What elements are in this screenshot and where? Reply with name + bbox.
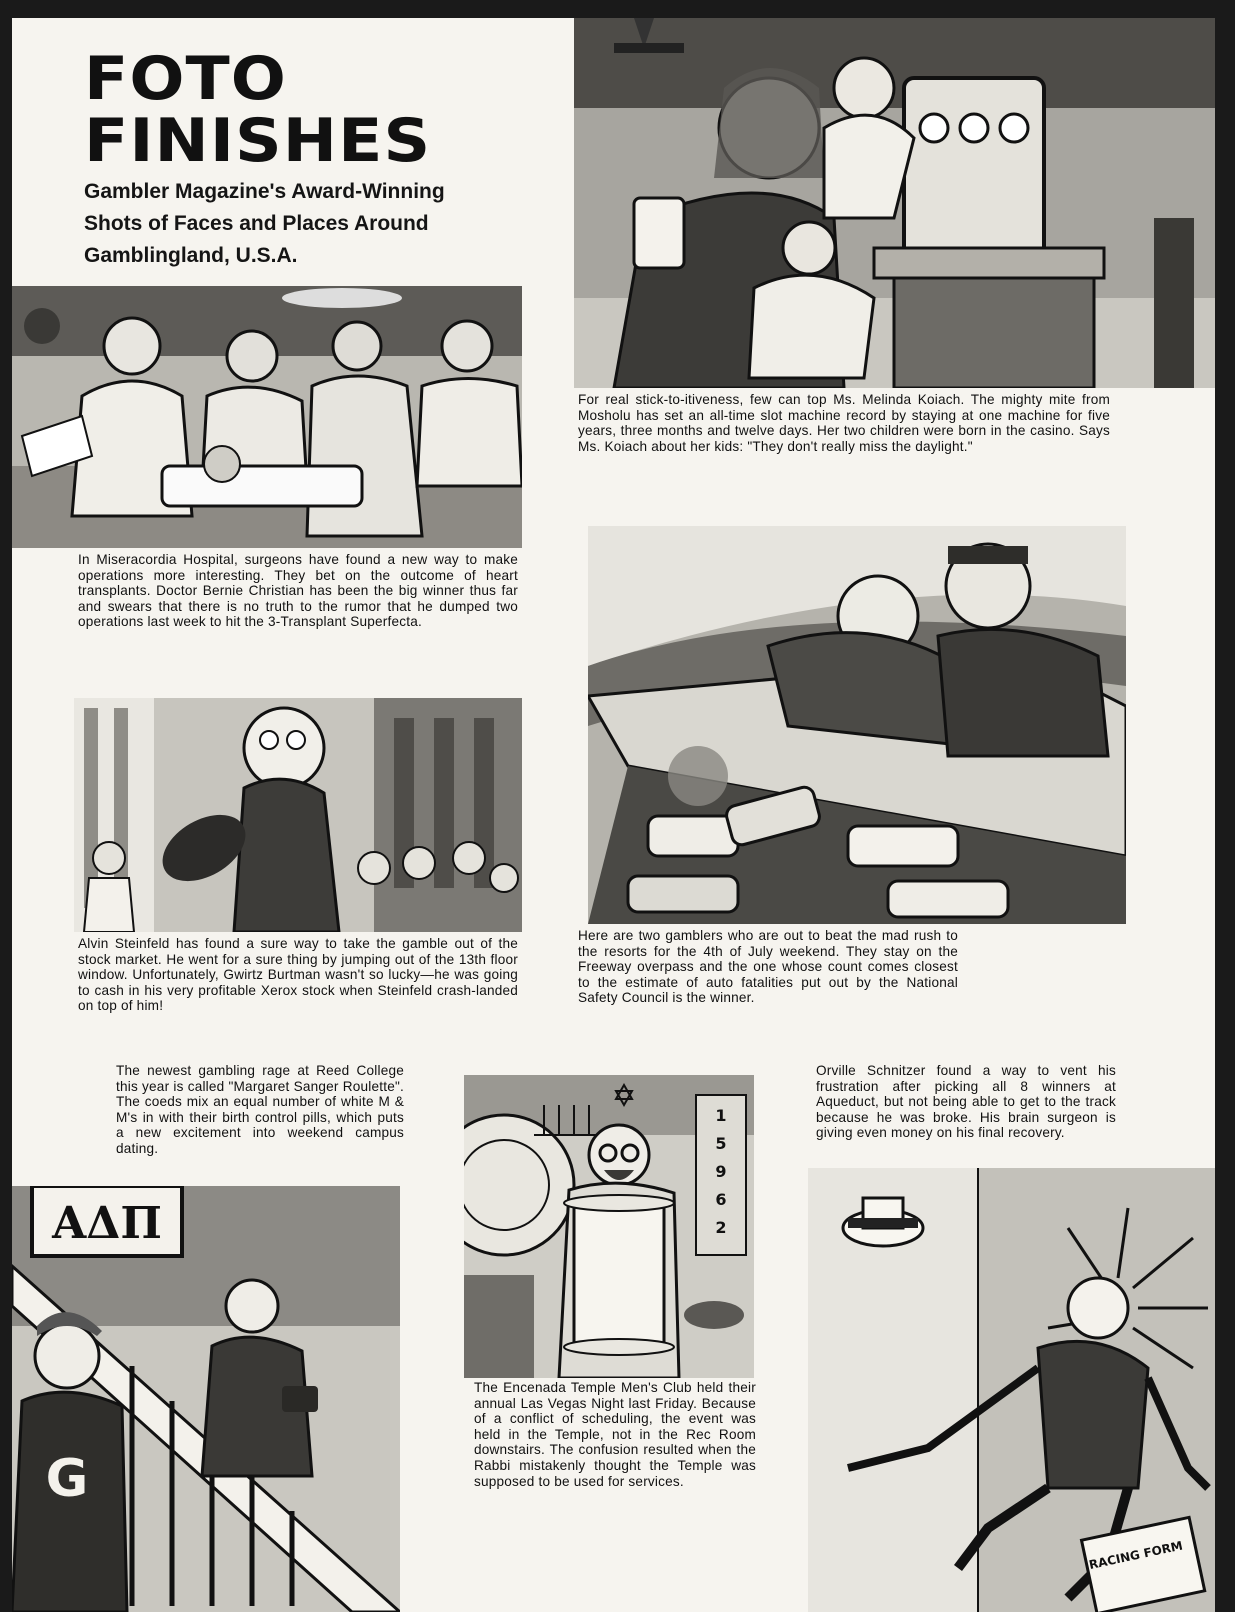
stock-market-illustration bbox=[74, 698, 522, 932]
reed-college-caption: The newest gambling rage at Reed College this year is called "Margaret Sanger Roulette". The coeds mix an equal number of white M & M's in with their birth control pills, which puts a new excitement into weekend campus dating. bbox=[116, 1063, 404, 1156]
title-line-2: FINISHES bbox=[84, 106, 432, 176]
board-number-1: 1 bbox=[715, 1106, 727, 1125]
sorority-sign: ΑΔΠ bbox=[52, 1198, 162, 1249]
slot-machine-caption: For real stick-to-itiveness, few can top Ms. Melinda Koiach. The mighty mite from Mosholu has set an all-time slot machine record by staying at one machine for five years, three months and twelve days. Her two children were born in the casino. Says Ms. Koiach about her kids: "They don't really miss the daylight." bbox=[578, 392, 1110, 454]
sweater-letter: G bbox=[45, 1449, 89, 1509]
board-number-4: 6 bbox=[715, 1190, 727, 1209]
slot-machine-illustration bbox=[574, 18, 1215, 388]
title-line-1: FOTO bbox=[84, 44, 287, 114]
board-number-2: 5 bbox=[715, 1134, 727, 1153]
magazine-page bbox=[12, 18, 1215, 1612]
stock-market-caption: Alvin Steinfeld has found a sure way to take the gamble out of the stock market. He went for a sure thing by jumping out of the 13th floor window. Unfortunately, Gwirtz Burtman wasn't so lucky—he was going to cash in his very profitable Xerox stock when Steinfeld crash-landed on top of him! bbox=[78, 936, 518, 1014]
freeway-caption: Here are two gamblers who are out to beat the mad rush to the resorts for the 4th of July weekend. They stay on the Freeway overpass and the one whose count comes closest to the estimate of auto fatalities put out by the National Safety Council is the winner. bbox=[578, 928, 958, 1006]
hospital-illustration bbox=[12, 286, 522, 548]
temple-caption: The Encenada Temple Men's Club held their annual Las Vegas Night last Friday. Because of a conflict of scheduling, the event was held in the Temple, not in the Rec Room downstairs. The confusion resulted when the Rabbi mistakenly thought the Temple was supposed to be used for services. bbox=[474, 1380, 756, 1489]
board-number-3: 9 bbox=[715, 1162, 727, 1181]
reed-college-illustration bbox=[12, 1186, 400, 1612]
aqueduct-caption: Orville Schnitzer found a way to vent his frustration after picking all 8 winners at Aqueduct, but not being able to get to the track because he was broke. His brain surgeon is giving even money on his final recovery. bbox=[816, 1063, 1116, 1141]
freeway-illustration bbox=[588, 526, 1126, 924]
board-number-5: 2 bbox=[715, 1218, 727, 1237]
hospital-caption: In Miseracordia Hospital, surgeons have found a new way to make operations more interesting. They bet on the outcome of heart transplants. Doctor Bernie Christian has been the big winner thus far and swears that there is no truth to the rumor that he dumped two operations last week to hit the 3-Transplant Superfecta. bbox=[78, 552, 518, 630]
racing-form-label: RACING FORM bbox=[1087, 1538, 1184, 1573]
temple-illustration bbox=[464, 1075, 754, 1378]
aqueduct-illustration bbox=[808, 1168, 1215, 1612]
article-title bbox=[84, 44, 432, 176]
article-subtitle: Gambler Magazine's Award-Winning Shots of Faces and Places Around Gamblingland, U.S.A. bbox=[84, 180, 445, 267]
